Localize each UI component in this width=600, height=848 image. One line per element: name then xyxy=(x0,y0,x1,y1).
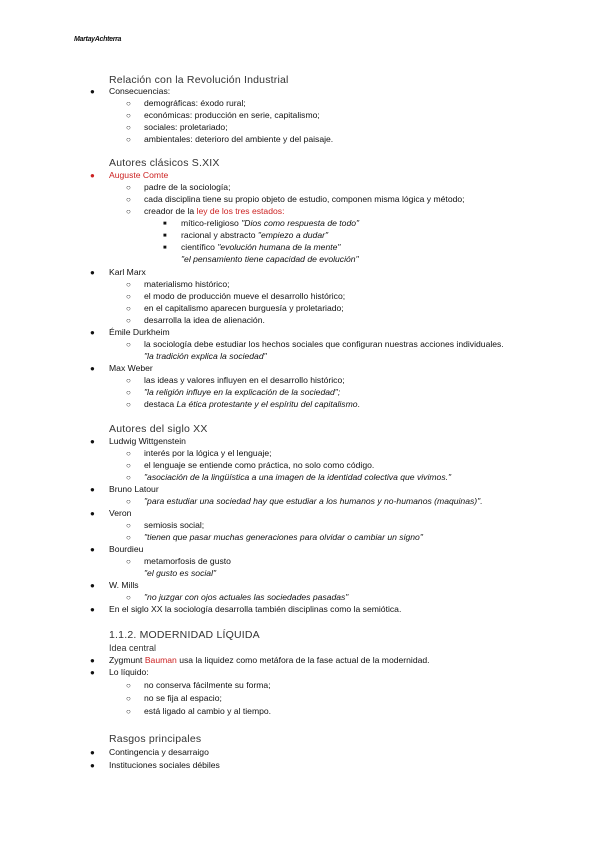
list-item: las ideas y valores influyen en el desarrollo histórico; xyxy=(144,375,345,385)
bullet-icon: ● xyxy=(90,171,95,180)
square-bullet-icon: ■ xyxy=(163,233,167,239)
list-item: ambientales: deterioro del ambiente y del paisaje. xyxy=(144,134,334,144)
list-item: En el siglo XX la sociología desarrolla también disciplinas como la semiótica. xyxy=(109,604,402,614)
bullet-icon: ● xyxy=(90,761,95,770)
quote-line: "el pensamiento tiene capacidad de evolución" xyxy=(181,254,359,264)
list-item: Zygmunt Bauman usa la liquidez como metáfora de la fase actual de la modernidad. xyxy=(109,655,430,665)
bullet-icon: ● xyxy=(90,581,95,590)
author-marx: Karl Marx xyxy=(109,267,146,277)
circle-bullet-icon: ○ xyxy=(126,99,131,108)
circle-bullet-icon: ○ xyxy=(126,123,131,132)
subheading-idea-central: Idea central xyxy=(109,643,157,653)
list-item: "para estudiar una sociedad hay que estudiar a los humanos y no-humanos (maquinas)". xyxy=(144,496,483,506)
heading-clasicos: Autores clásicos S.XIX xyxy=(109,157,220,169)
circle-bullet-icon: ○ xyxy=(126,557,131,566)
list-item: Lo líquido: xyxy=(109,667,149,677)
circle-bullet-icon: ○ xyxy=(126,473,131,482)
list-item: la sociología debe estudiar los hechos sociales que configuran nuestras acciones individuales. xyxy=(144,339,504,349)
circle-bullet-icon: ○ xyxy=(126,533,131,542)
circle-bullet-icon: ○ xyxy=(126,521,131,530)
author-mills: W. Mills xyxy=(109,580,139,590)
list-item: Instituciones sociales débiles xyxy=(109,760,220,770)
list-item: Contingencia y desarraigo xyxy=(109,747,209,757)
list-item: está ligado al cambio y al tiempo. xyxy=(144,706,272,716)
square-bullet-icon: ■ xyxy=(163,221,167,227)
bauman-name: Bauman xyxy=(144,655,177,665)
list-item: demográficas: éxodo rural; xyxy=(144,98,246,108)
author-wittgenstein: Ludwig Wittgenstein xyxy=(109,436,186,446)
circle-bullet-icon: ○ xyxy=(126,593,131,602)
circle-bullet-icon: ○ xyxy=(126,316,131,325)
circle-bullet-icon: ○ xyxy=(126,461,131,470)
list-item: el lenguaje se entiende como práctica, no solo como código. xyxy=(144,460,375,470)
list-item: económicas: producción en serie, capitalismo; xyxy=(144,110,320,120)
circle-bullet-icon: ○ xyxy=(126,388,131,397)
square-bullet-icon: ■ xyxy=(163,245,167,251)
bullet-icon: ● xyxy=(90,87,95,96)
list-item: "tienen que pasar muchas generaciones para olvidar o cambiar un signo" xyxy=(144,532,423,542)
bullet-icon: ● xyxy=(90,364,95,373)
list-item: sociales: proletariado; xyxy=(144,122,228,132)
list-item: "no juzgar con ojos actuales las sociedades pasadas" xyxy=(144,592,349,602)
circle-bullet-icon: ○ xyxy=(126,135,131,144)
bullet-icon: ● xyxy=(90,545,95,554)
author-durkheim: Émile Durkheim xyxy=(109,327,170,337)
list-item: creador de la ley de los tres estados: xyxy=(144,206,285,216)
bullet-icon: ● xyxy=(90,656,95,665)
author-veron: Veron xyxy=(109,508,132,518)
list-item: científico "evolución humana de la mente" xyxy=(181,242,341,252)
circle-bullet-icon: ○ xyxy=(126,681,131,690)
list-item: interés por la lógica y el lenguaje; xyxy=(144,448,272,458)
list-item: no conserva fácilmente su forma; xyxy=(144,680,271,690)
list-item: mítico-religioso "Dios como respuesta de todo" xyxy=(181,218,360,228)
author-comte: Auguste Comte xyxy=(109,170,169,180)
list-item: metamorfosis de gusto xyxy=(144,556,231,566)
circle-bullet-icon: ○ xyxy=(126,183,131,192)
list-item: desarrolla la idea de alienación. xyxy=(144,315,265,325)
author-weber: Max Weber xyxy=(109,363,153,373)
circle-bullet-icon: ○ xyxy=(126,292,131,301)
heading-modernidad: 1.1.2. MODERNIDAD LÍQUIDA xyxy=(109,629,260,641)
list-item: "la religión influye en la explicación de la sociedad"; xyxy=(144,387,341,397)
list-item: "asociación de la lingüística a una imagen de la identidad colectiva que vivimos." xyxy=(144,472,452,482)
list-item: no se fija al espacio; xyxy=(144,693,222,703)
heading-accent: S.XIX xyxy=(191,157,220,169)
circle-bullet-icon: ○ xyxy=(126,376,131,385)
list-item: destaca La ética protestante y el espíritu del capitalismo. xyxy=(144,399,360,409)
ley-tres-estados: ley de los tres estados: xyxy=(196,206,285,216)
list-item: materialismo histórico; xyxy=(144,279,230,289)
heading-revolucion: Relación con la Revolución Industrial xyxy=(109,74,289,86)
consecuencias-label: Consecuencias: xyxy=(109,86,171,96)
circle-bullet-icon: ○ xyxy=(126,340,131,349)
author-bourdieu: Bourdieu xyxy=(109,544,144,554)
circle-bullet-icon: ○ xyxy=(126,400,131,409)
bullet-icon: ● xyxy=(90,437,95,446)
list-item: racional y abstracto "empiezo a dudar" xyxy=(181,230,329,240)
circle-bullet-icon: ○ xyxy=(126,304,131,313)
heading-siglo-xx: Autores del siglo XX xyxy=(109,423,208,435)
circle-bullet-icon: ○ xyxy=(126,449,131,458)
quote-line: "el gusto es social" xyxy=(144,568,217,578)
bullet-icon: ● xyxy=(90,509,95,518)
bullet-icon: ● xyxy=(90,605,95,614)
list-item: cada disciplina tiene su propio objeto de estudio, componen misma lógica y método; xyxy=(144,194,465,204)
circle-bullet-icon: ○ xyxy=(126,280,131,289)
quote-line: "la tradición explica la sociedad" xyxy=(144,351,267,361)
bullet-icon: ● xyxy=(90,485,95,494)
list-item: padre de la sociología; xyxy=(144,182,231,192)
circle-bullet-icon: ○ xyxy=(126,195,131,204)
list-item: en el capitalismo aparecen burguesía y proletariado; xyxy=(144,303,344,313)
author-name: MartayAchterra xyxy=(74,36,122,43)
author-latour: Bruno Latour xyxy=(109,484,159,494)
circle-bullet-icon: ○ xyxy=(126,707,131,716)
bullet-icon: ● xyxy=(90,668,95,677)
bullet-icon: ● xyxy=(90,748,95,757)
circle-bullet-icon: ○ xyxy=(126,497,131,506)
list-item: semiosis social; xyxy=(144,520,205,530)
circle-bullet-icon: ○ xyxy=(126,111,131,120)
circle-bullet-icon: ○ xyxy=(126,207,131,216)
heading-rasgos: Rasgos principales xyxy=(109,733,202,745)
bullet-icon: ● xyxy=(90,328,95,337)
circle-bullet-icon: ○ xyxy=(126,694,131,703)
list-item: el modo de producción mueve el desarrollo histórico; xyxy=(144,291,346,301)
heading-accent: XX xyxy=(193,423,208,435)
bullet-icon: ● xyxy=(90,268,95,277)
